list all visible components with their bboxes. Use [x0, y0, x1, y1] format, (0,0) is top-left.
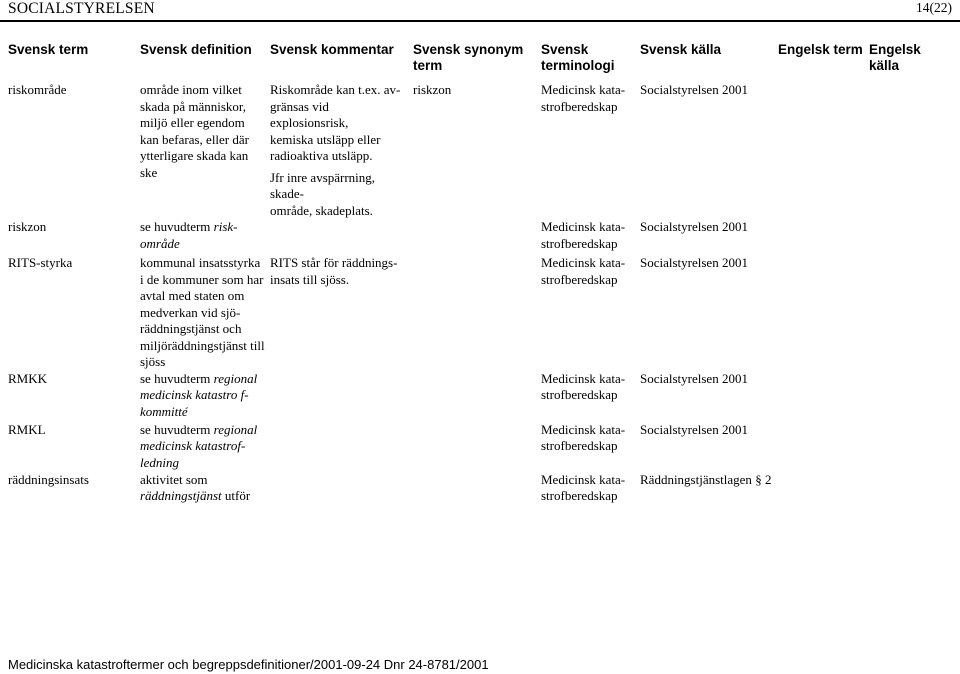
source-cell: Socialstyrelsen 2001: [640, 255, 748, 270]
terminology-cell: [541, 219, 640, 255]
term-cell: RMKK: [8, 370, 48, 386]
header-rule: [0, 20, 960, 22]
definition-line: aktivitet som: [140, 471, 208, 487]
comment-cell: [270, 472, 413, 512]
comment-cell: [270, 255, 413, 371]
definition-line: medverkan vid sjö-: [140, 304, 241, 320]
synonym-cell: riskzon: [413, 82, 452, 97]
synonym-cell: [413, 422, 541, 472]
comment-cell: [270, 371, 413, 422]
comment-line: kemiska utsläpp eller: [270, 131, 381, 147]
terms-table: [8, 42, 956, 512]
english-term-cell: [778, 472, 869, 512]
definition-line: miljöräddningstjänst till: [140, 337, 265, 353]
definition-reference: område: [140, 235, 180, 251]
terminology-line: strofberedskap: [541, 438, 618, 453]
terminology-line: strofberedskap: [541, 387, 618, 402]
column-header: Svensk källa: [640, 42, 722, 57]
synonym-cell: [413, 219, 541, 255]
definition-line: område inom vilket: [140, 82, 242, 97]
english-source-cell: [869, 422, 956, 472]
comment-line: område, skadeplats.: [270, 202, 373, 218]
column-header: Svensk definition: [140, 42, 252, 57]
definition-reference: ledning: [140, 454, 179, 470]
comment-line: gränsas vid explosionsrisk,: [270, 98, 349, 130]
definition-cell: [140, 371, 270, 422]
terminology-cell: [541, 422, 640, 472]
terminology-cell: [541, 82, 640, 219]
comment-line: radioaktiva utsläpp.: [270, 148, 373, 163]
definition-cell: [140, 255, 270, 371]
source-paragraph: § 2: [751, 471, 772, 487]
document-footer: Medicinska katastroftermer och begreppsdefinitioner/2001-09-24 Dnr 24-8781/2001: [8, 657, 489, 672]
english-source-cell: [869, 255, 956, 371]
definition-suffix: utför: [221, 488, 251, 503]
terminology-cell: [541, 371, 640, 422]
column-header: Engelsk källa: [869, 42, 921, 73]
terminology-line: Medicinsk kata-: [541, 370, 626, 386]
term-cell: RMKL: [8, 421, 46, 437]
english-source-cell: [869, 371, 956, 422]
table-header-row: [8, 42, 956, 82]
english-term-cell: [778, 82, 869, 219]
comment-line: Riskområde kan t.ex. av-: [270, 82, 401, 97]
english-source-cell: [869, 82, 956, 219]
english-source-cell: [869, 219, 956, 255]
definition-prefix: se huvudterm: [140, 421, 214, 437]
english-term-cell: [778, 255, 869, 371]
definition-cell: [140, 472, 270, 512]
english-term-cell: [778, 371, 869, 422]
source-cell: Socialstyrelsen 2001: [640, 219, 748, 234]
synonym-cell: [413, 472, 541, 512]
synonym-cell: [413, 255, 541, 371]
definition-line: miljö eller egendom: [140, 115, 245, 130]
terminology-cell: [541, 472, 640, 512]
table-row: [8, 255, 956, 371]
page-number: 14(22): [916, 0, 952, 15]
terminology-line: Medicinsk kata-: [541, 82, 626, 97]
definition-prefix: se huvudterm: [140, 370, 214, 386]
term-cell: RITS-styrka: [8, 255, 73, 270]
table-row: [8, 219, 956, 255]
source-cell: Socialstyrelsen 2001: [640, 82, 748, 97]
definition-reference: medicinsk katastro f-: [140, 387, 249, 402]
comment-cell: [270, 422, 413, 472]
term-cell: riskzon: [8, 219, 47, 234]
definition-line: kommunal insatsstyrka: [140, 255, 261, 270]
definition-reference: regional: [213, 370, 258, 386]
definition-line: skada på människor,: [140, 98, 246, 114]
column-header: Svensk synonym term: [413, 42, 524, 73]
definition-reference: kommitté: [140, 403, 188, 419]
definition-reference: räddningstjänst: [140, 488, 222, 503]
table-row: [8, 371, 956, 422]
comment-line: RITS står för räddnings-: [270, 255, 398, 270]
document-header-title: SOCIALSTYRELSEN: [8, 0, 155, 17]
english-term-cell: [778, 422, 869, 472]
column-header: Engelsk term: [778, 42, 863, 57]
definition-cell: [140, 422, 270, 472]
definition-reference: regional: [213, 421, 258, 437]
column-header: Svensk terminologi: [541, 42, 615, 73]
terminology-line: strofberedskap: [541, 271, 618, 287]
term-cell: riskområde: [8, 82, 67, 97]
definition-line: ytterligare skada kan: [140, 148, 249, 163]
source-cell: [640, 472, 778, 512]
english-term-cell: [778, 219, 869, 255]
definition-line: räddningstjänst och: [140, 321, 242, 336]
comment-cell: [270, 82, 413, 219]
definition-reference: risk-: [213, 219, 238, 234]
definition-line: i de kommuner som har: [140, 271, 264, 287]
table-row: [8, 422, 956, 472]
definition-reference: medicinsk katastrof-: [140, 438, 246, 453]
source-cell: Socialstyrelsen 2001: [640, 370, 748, 386]
table-row: [8, 82, 956, 219]
terminology-cell: [541, 255, 640, 371]
english-source-cell: [869, 472, 956, 512]
comment-line: insats till sjöss.: [270, 271, 350, 287]
terminology-line: Medicinsk kata-: [541, 219, 626, 234]
definition-prefix: se huvudterm: [140, 219, 214, 234]
term-cell: räddningsinsats: [8, 471, 89, 487]
definition-line: sjöss: [140, 354, 166, 369]
terminology-line: Medicinsk kata-: [541, 471, 626, 487]
terminology-line: Medicinsk kata-: [541, 255, 626, 270]
source-cell: Socialstyrelsen 2001: [640, 421, 748, 437]
comment-line: Jfr inre avspärrning, skade-: [270, 169, 376, 201]
definition-line: avtal med staten om: [140, 288, 245, 303]
definition-cell: [140, 82, 270, 219]
synonym-cell: [413, 371, 541, 422]
column-header: Svensk kommentar: [270, 42, 394, 57]
table-row: [8, 472, 956, 512]
terminology-line: strofberedskap: [541, 98, 618, 114]
comment-cell: [270, 219, 413, 255]
definition-cell: [140, 219, 270, 255]
column-header: Svensk term: [8, 42, 89, 57]
terminology-line: strofberedskap: [541, 235, 618, 251]
definition-line: kan befaras, eller där: [140, 131, 249, 147]
source-law: Räddningstjänstlagen: [640, 471, 752, 487]
terminology-line: strofberedskap: [541, 488, 618, 503]
definition-line: ske: [140, 164, 158, 180]
terminology-line: Medicinsk kata-: [541, 421, 626, 437]
